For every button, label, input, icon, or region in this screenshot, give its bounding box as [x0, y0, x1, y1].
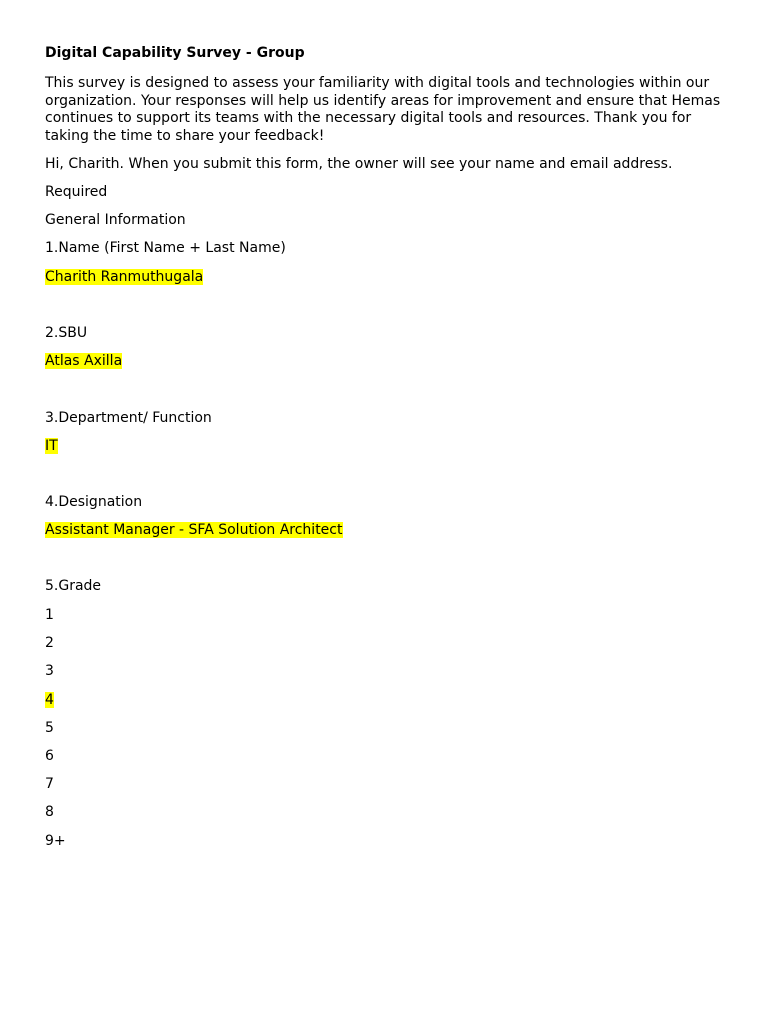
grade-option-2[interactable]	[45, 635, 54, 652]
survey-title: Digital Capability Survey - Group	[45, 45, 305, 61]
grade-option-label: 9+	[45, 833, 66, 849]
answer-highlight: Charith Ranmuthugala	[45, 269, 204, 285]
answer-highlight: IT	[45, 438, 58, 454]
question-sbu-label: 2.SBU	[45, 325, 88, 341]
answer-highlight: Atlas Axilla	[45, 353, 123, 369]
required-label: Required	[45, 184, 108, 200]
question-designation-answer[interactable]	[45, 522, 343, 539]
grade-option-label: 7	[45, 776, 54, 792]
grade-option-6[interactable]	[45, 748, 54, 765]
question-designation-label: 4.Designation	[45, 494, 143, 510]
survey-intro: This survey is designed to assess your familiarity with digital tools and technologies within our organization. Your responses will help us identify areas for improvement and ensure that Hemas continues to support its teams with the necessary digital tools and resources. Thank you for taking the time to share your feedback!	[45, 75, 721, 144]
grade-option-9plus[interactable]	[45, 833, 66, 850]
grade-option-4[interactable]	[45, 692, 54, 709]
grade-option-label: 8	[45, 804, 54, 820]
grade-option-5[interactable]	[45, 720, 54, 737]
grade-option-label: 1	[45, 607, 54, 623]
grade-option-3[interactable]	[45, 663, 54, 680]
answer-highlight: Assistant Manager - SFA Solution Architect	[45, 522, 343, 538]
section-heading: General Information	[45, 212, 186, 228]
question-grade-label: 5.Grade	[45, 578, 102, 594]
grade-option-label: 2	[45, 635, 54, 651]
grade-option-label: 3	[45, 663, 54, 679]
question-sbu-answer[interactable]	[45, 353, 122, 370]
grade-option-8[interactable]	[45, 804, 54, 821]
question-department-label: 3.Department/ Function	[45, 410, 212, 426]
grade-option-label: 4	[45, 692, 54, 708]
question-department-answer[interactable]	[45, 438, 58, 455]
owner-notice: Hi, Charith. When you submit this form, the owner will see your name and email address.	[45, 156, 673, 172]
grade-option-7[interactable]	[45, 776, 54, 793]
question-name-answer[interactable]	[45, 269, 203, 286]
grade-option-1[interactable]	[45, 607, 54, 624]
grade-option-label: 6	[45, 748, 54, 764]
question-name-label: 1.Name (First Name + Last Name)	[45, 240, 286, 256]
grade-option-label: 5	[45, 720, 54, 736]
